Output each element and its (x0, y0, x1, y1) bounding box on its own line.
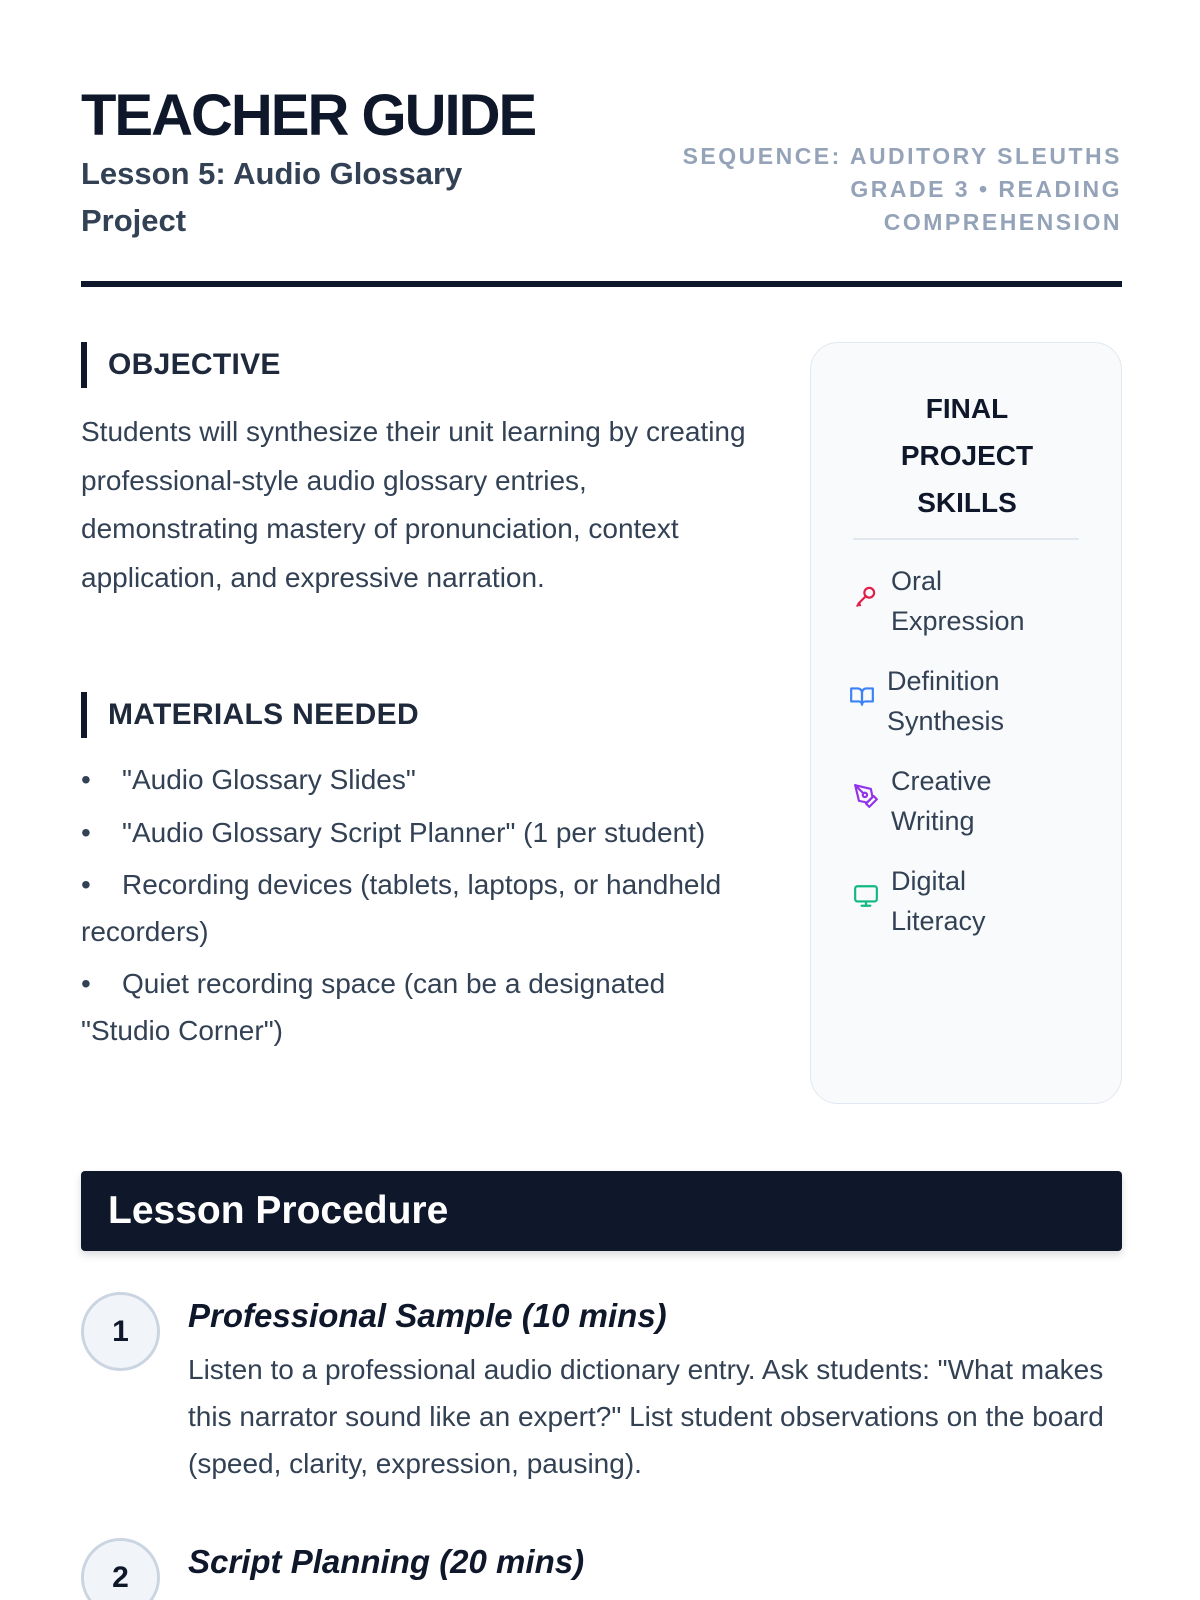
step-title: Professional Sample (10 mins) (188, 1297, 667, 1334)
book-open-icon (849, 683, 875, 709)
materials-heading: MATERIALS NEEDED (81, 692, 419, 738)
skill-label-line: Definition (887, 666, 1000, 696)
bullet-icon: • (81, 869, 91, 900)
skill-label (887, 661, 1087, 741)
step-number-badge: 1 (81, 1292, 160, 1371)
step-title: Script Planning (20 mins) (188, 1543, 585, 1580)
skill-definition-synthesis (853, 661, 1093, 751)
material-text: Quiet recording space (can be a designated "Studio Corner") (81, 968, 666, 1046)
header-divider (81, 281, 1122, 287)
skill-digital-literacy (853, 861, 1093, 951)
bullet-icon: • (81, 764, 91, 795)
final-project-skills-card (810, 342, 1122, 1104)
material-text: "Audio Glossary Slides" (122, 764, 416, 795)
teacher-guide-page (81, 0, 1122, 1600)
list-item (81, 757, 761, 804)
materials-list (81, 757, 761, 1060)
step-number-badge: 2 (81, 1538, 160, 1600)
skill-label-line: Synthesis (887, 706, 1005, 736)
list-item (81, 862, 761, 955)
monitor-icon (853, 883, 879, 909)
skill-label-line: Creative (891, 766, 992, 796)
skills-title-line: PROJECT (900, 440, 1034, 471)
procedure-heading: Lesson Procedure (108, 1189, 449, 1232)
step-description: Listen to a professional audio dictionary entry. Ask students: "What makes this narrator sound like an expert?" List student observations on the board (speed, clarity, expression, pausing). (188, 1354, 1104, 1479)
material-text: Recording devices (tablets, laptops, or handheld recorders) (81, 869, 722, 947)
microphone-icon (853, 583, 879, 609)
pen-tool-icon (853, 783, 879, 809)
guide-header (81, 84, 1122, 288)
meta-subject: COMPREHENSION (883, 209, 1122, 235)
list-item (81, 961, 761, 1054)
skill-label (891, 761, 1091, 841)
guide-title: TEACHER GUIDE (81, 83, 536, 148)
bullet-icon: • (81, 816, 91, 848)
skills-title (811, 385, 1123, 526)
procedure-step-2 (81, 1538, 1122, 1600)
skill-oral-expression (853, 561, 1093, 651)
lesson-title: Lesson 5: Audio Glossary Project (81, 156, 463, 238)
objective-heading: OBJECTIVE (81, 342, 281, 388)
sequence-meta (662, 140, 1122, 239)
skill-label-line: Literacy (891, 906, 986, 936)
meta-sequence: SEQUENCE: AUDITORY SLEUTHS (682, 143, 1122, 169)
skills-title-line: FINAL (925, 393, 1009, 424)
skill-creative-writing (853, 761, 1093, 851)
list-item (81, 810, 761, 857)
skill-label-line: Writing (891, 806, 975, 836)
skills-divider (853, 538, 1079, 540)
skill-label (891, 861, 1091, 941)
lesson-procedure-banner (81, 1171, 1122, 1251)
skills-title-line: SKILLS (917, 487, 1017, 518)
meta-grade: GRADE 3 • READING (850, 176, 1122, 202)
objective-text: Students will synthesize their unit learning by creating professional-style audio glossary entries, demonstrating mastery of pronunciation, context application, and expressive narration. (81, 416, 746, 593)
skill-label-line: Expression (891, 606, 1025, 636)
skill-label (891, 561, 1091, 641)
skill-label-line: Oral (891, 566, 943, 596)
procedure-step-1 (81, 1292, 1122, 1492)
bullet-icon: • (81, 968, 91, 999)
skill-label-line: Digital (891, 866, 967, 896)
material-text: "Audio Glossary Script Planner" (1 per student) (122, 816, 706, 848)
